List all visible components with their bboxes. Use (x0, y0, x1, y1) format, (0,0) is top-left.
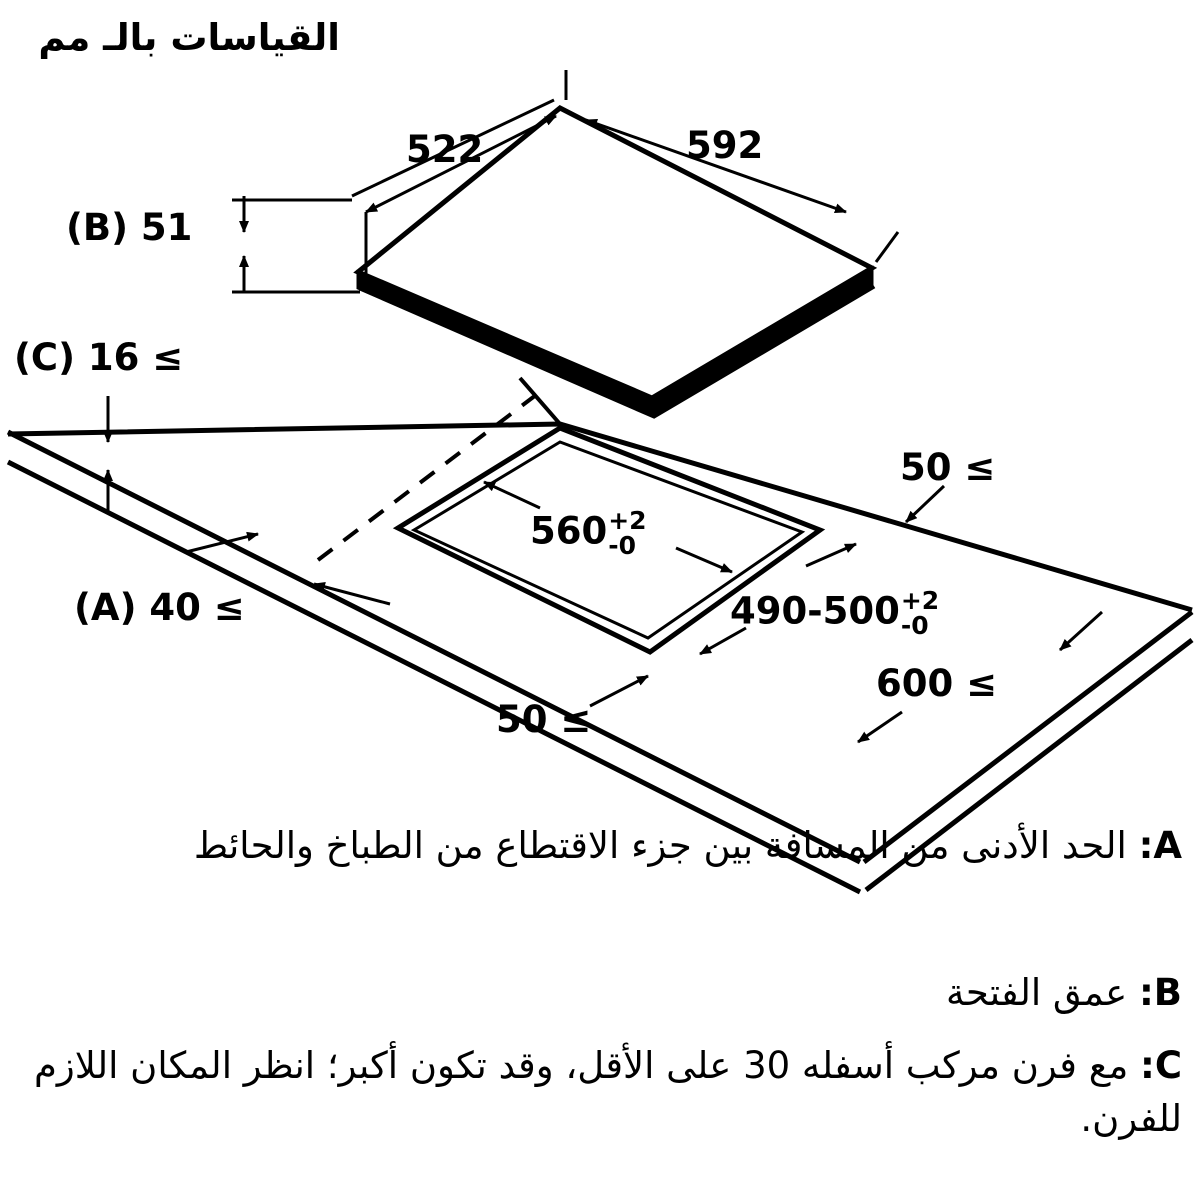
legend-text-a: الحد الأدنى من المسافة بين جزء الاقتطاع من الطباخ والحائط (193, 824, 1127, 867)
cutout-width-tol-minus: -0 (608, 531, 637, 560)
legend-text-c: مع فرن مركب أسفله 30 على الأقل، وقد تكون أكبر؛ انظر المكان اللازم للفرن. (33, 1044, 1182, 1140)
dimension-label-min-16-c: ≥ 16 (C) (14, 336, 184, 379)
cutout-width-tol-plus: +2 (608, 506, 647, 535)
cutout-width-tolerance (608, 508, 646, 558)
cutout-depth-tolerance (901, 588, 939, 638)
legend-row-b (18, 967, 1182, 1020)
page-title: القياسات بالـ مم (38, 16, 340, 59)
dimension-label-592: 592 (686, 124, 764, 167)
legend-text-b: عمق الفتحة (945, 971, 1128, 1014)
dimension-label-min-40-a: ≥ 40 (A) (74, 586, 245, 629)
legend-row-a (18, 820, 1182, 873)
dimension-label-cutout-depth (730, 588, 940, 638)
cutout-width-value: 560 (530, 509, 608, 553)
dimension-label-min-600: ≥ 600 (876, 662, 998, 705)
dimension-label-522: 522 (406, 128, 484, 171)
legend-key-b: B: (1139, 971, 1182, 1014)
dimension-label-min-50-right: ≥ 50 (900, 446, 996, 489)
dimension-label-51-b: 51 (B) (66, 206, 193, 249)
legend-key-a: A: (1138, 824, 1182, 867)
cutout-depth-tol-minus: -0 (900, 611, 929, 640)
legend-key-c: C: (1140, 1044, 1182, 1087)
dimension-label-cutout-width (530, 508, 648, 558)
legend-row-c (18, 1040, 1182, 1145)
cutout-depth-value: 490-500 (730, 589, 900, 633)
cutout-depth-tol-plus: +2 (900, 586, 940, 615)
dimension-label-min-50-bottom: ≥ 50 (496, 698, 592, 741)
